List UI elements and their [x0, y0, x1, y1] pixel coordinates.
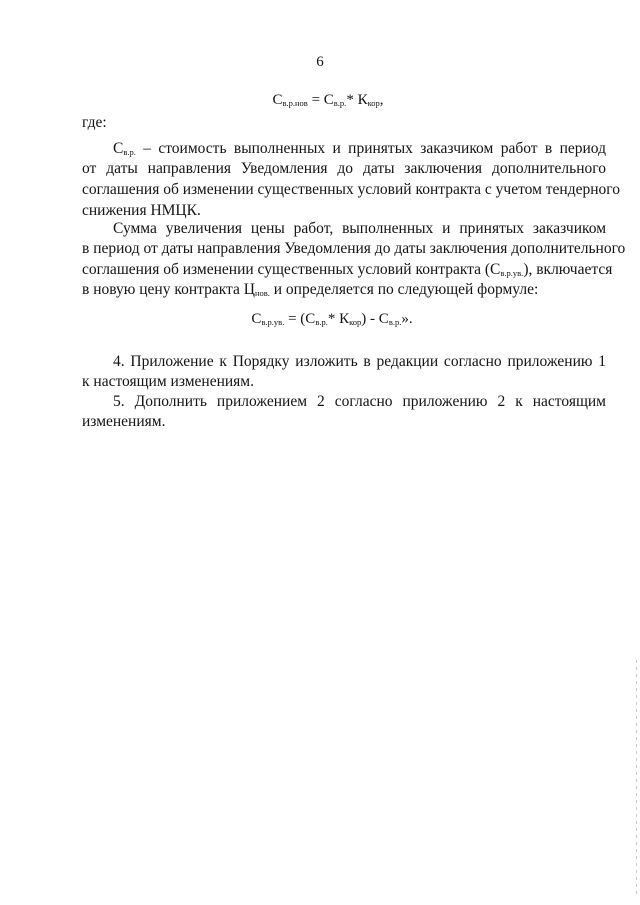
sum-paragraph-line-1: Сумма увеличения цены работ, выполненных и принятых заказчиком: [113, 220, 606, 237]
definition-line-2: от даты направления Уведомления до даты заключения дополнительного: [82, 160, 606, 177]
formula-term: С: [378, 311, 389, 327]
definition-line-4: снижения НМЦК.: [82, 202, 201, 219]
definition-symbol-subscript: в.р.: [123, 147, 136, 157]
formula-operator: ) -: [361, 311, 379, 327]
item-5-line-1: 5. Дополнить приложением 2 согласно приложению 2 к настоящим: [113, 393, 606, 410]
formula-subscript: в.р.ув.: [261, 317, 285, 327]
definition-line-3: соглашения об изменении существенных условий контракта с учетом тендерного: [82, 181, 621, 198]
formula-term: С: [272, 92, 283, 108]
item-4-line-1: 4. Приложение к Порядку изложить в редакции согласно приложению 1: [113, 353, 606, 370]
formula-punctuation: ».: [401, 311, 413, 327]
scan-edge-mark: [636, 660, 637, 895]
sum-paragraph-line-2: в период от даты направления Уведомления до даты заключения дополнительного: [82, 240, 626, 257]
item-5-line-2: изменениям.: [82, 413, 166, 430]
formula-punctuation: ,: [379, 92, 384, 108]
formula-subscript: кор: [349, 317, 362, 327]
formula-subscript: в.р.: [315, 317, 328, 327]
formula-term: С: [305, 311, 316, 327]
formula-operator: = (: [284, 311, 306, 327]
sum-subscript: в.р.ув.: [500, 268, 524, 278]
formula-term: К: [357, 92, 368, 108]
sum-text: соглашения об изменении существенных условий контракта (С: [82, 261, 501, 278]
formula-term: С: [251, 311, 262, 327]
formula-operator: =: [307, 92, 324, 108]
formula-subscript: в.р.: [388, 317, 402, 327]
formula-increase: [12, 311, 640, 328]
formula-subscript: в.р.: [333, 98, 347, 108]
sum-paragraph-line-4: [82, 280, 538, 303]
formula-subscript: кор: [367, 98, 380, 108]
definition-symbol: С: [113, 140, 124, 157]
sum-text: в новую цену контракта Ц: [82, 281, 255, 298]
where-label: где:: [82, 114, 107, 131]
formula-operator: *: [346, 92, 358, 108]
sum-subscript: нов.: [254, 288, 270, 298]
sum-text: и определяется по следующей формуле:: [269, 281, 539, 298]
item-4-line-2: к настоящим изменениям.: [82, 373, 254, 390]
formula-term: С: [323, 92, 334, 108]
page-number: 6: [316, 54, 324, 70]
sum-text: ), включается: [523, 261, 613, 278]
formula-term: К: [339, 311, 350, 327]
formula-new-cost: [8, 92, 640, 109]
formula-subscript: в.р.нов: [282, 98, 308, 108]
formula-operator: *: [327, 311, 340, 327]
definition-text: – стоимость выполненных и принятых заказчиком работ в период: [135, 140, 606, 157]
